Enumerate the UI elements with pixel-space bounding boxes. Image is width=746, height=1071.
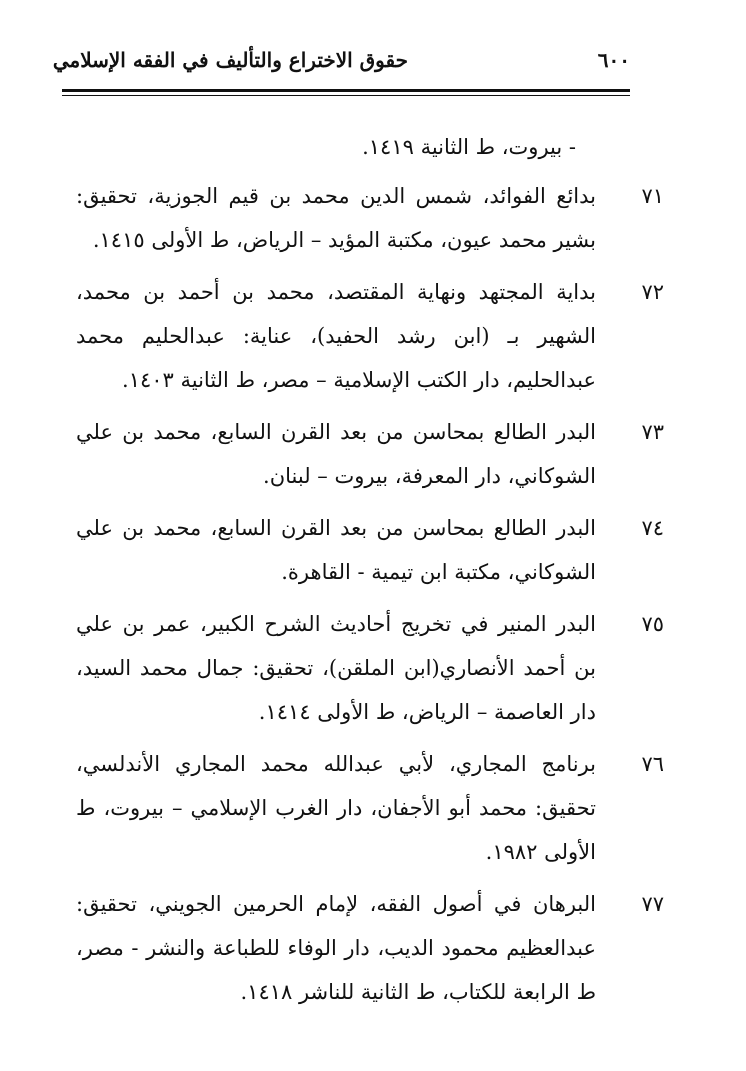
entry-number: ٧٣ xyxy=(641,420,664,444)
entry-text: البدر الطالع بمحاسن من بعد القرن السابع، محمد بن علي الشوكاني، مكتبة ابن تيمية - القاهرة. xyxy=(76,516,596,584)
header-rule-thin xyxy=(62,95,630,96)
entry-number: ٧١ xyxy=(641,184,664,208)
entry-text: برنامج المجاري، لأبي عبدالله محمد المجاري الأندلسي، تحقيق: محمد أبو الأجفان، دار الغرب الإسلامي – بيروت، ط الأولى ١٩٨٢. xyxy=(76,752,596,864)
entry-text: البدر الطالع بمحاسن من بعد القرن السابع، محمد بن علي الشوكاني، دار المعرفة، بيروت – لبنان. xyxy=(76,420,596,488)
entry-number: ٧٥ xyxy=(641,612,664,636)
entry-text: البدر المنير في تخريج أحاديث الشرح الكبير، عمر بن علي بن أحمد الأنصاري(ابن الملقن)، تحقيق: جمال محمد السيد، دار العاصمة – الرياض، ط الأولى ١٤١٤. xyxy=(76,612,596,724)
bibliography-entry xyxy=(76,602,664,734)
bibliography-list xyxy=(76,126,664,1022)
bibliography-entry xyxy=(76,882,664,1014)
entry-number: ٧٦ xyxy=(641,752,664,776)
entry-text: بدائع الفوائد، شمس الدين محمد بن قيم الجوزية، تحقيق: بشير محمد عيون، مكتبة المؤيد – الرياض، ط الأولى ١٤١٥. xyxy=(76,184,596,252)
bibliography-entry xyxy=(76,270,664,402)
entry-number: ٧٤ xyxy=(641,516,664,540)
page-number: ٦٠٠ xyxy=(597,48,630,72)
entry-number: ٧٢ xyxy=(641,280,664,304)
continued-entry-text: - بيروت، ط الثانية ١٤١٩. xyxy=(362,135,576,159)
bibliography-entry xyxy=(76,506,664,594)
header-title: حقوق الاختراع والتأليف في الفقه الإسلامي xyxy=(52,48,408,72)
entry-number: ٧٧ xyxy=(641,892,664,916)
entry-text: بداية المجتهد ونهاية المقتصد، محمد بن أحمد بن محمد، الشهير بـ (ابن رشد الحفيد)، عناية: عبدالحليم محمد عبدالحليم، دار الكتب الإسلامية – مصر، ط الثانية ١٤٠٣. xyxy=(76,280,596,392)
bibliography-entry xyxy=(76,174,664,262)
bibliography-entry xyxy=(76,742,664,874)
entry-text: البرهان في أصول الفقه، لإمام الحرمين الجويني، تحقيق: عبدالعظيم محمود الديب، دار الوفاء للطباعة والنشر - مصر، ط الرابعة للكتاب، ط الثانية للناشر ١٤١٨. xyxy=(76,892,596,1004)
header-rule-thick xyxy=(62,89,630,92)
running-header xyxy=(52,44,630,80)
bibliography-entry xyxy=(76,410,664,498)
